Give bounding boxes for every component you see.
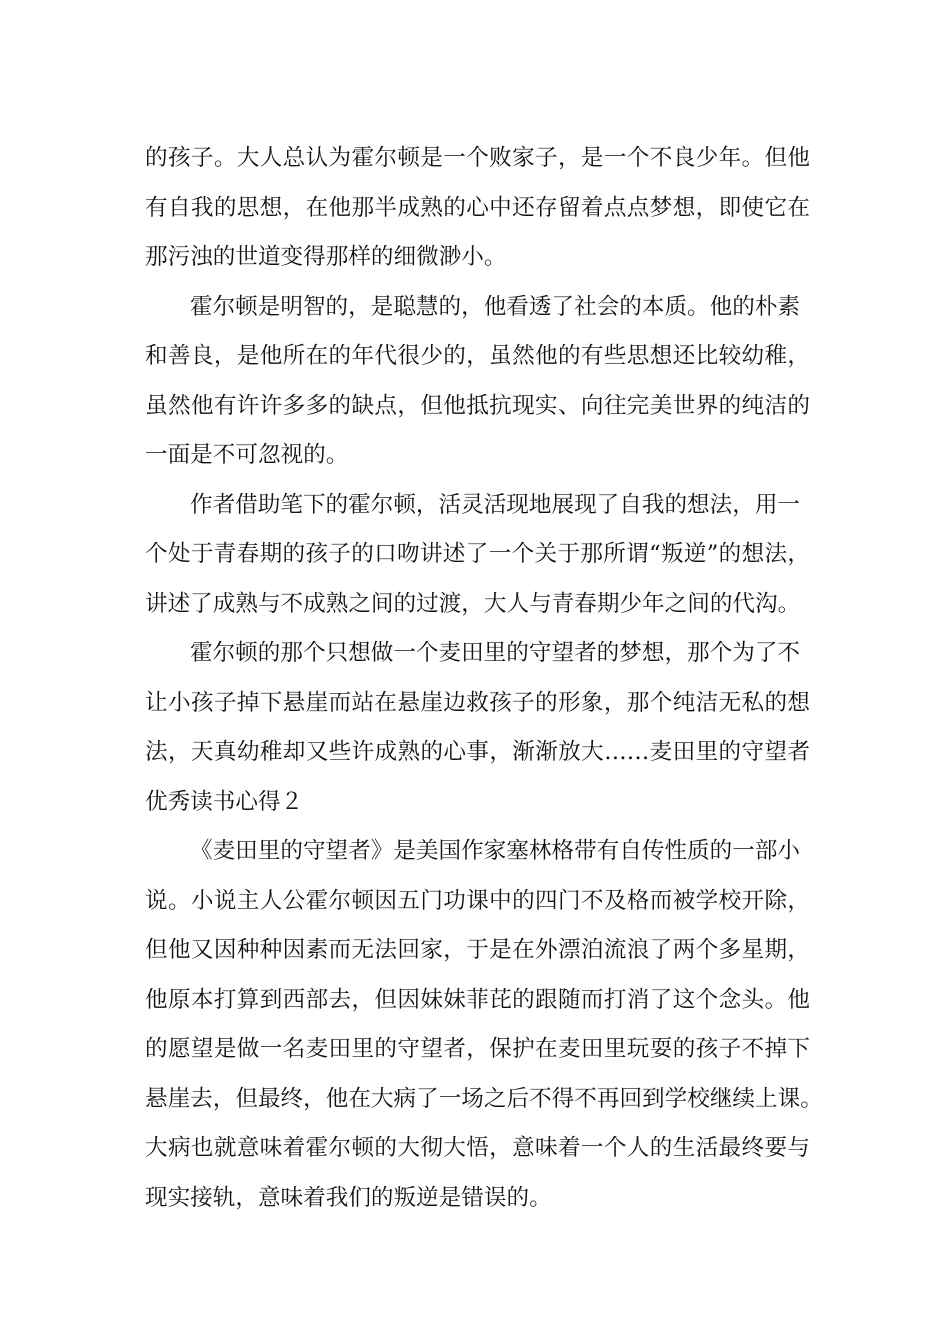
text-line: 霍尔顿是明智的，是聪慧的，他看透了社会的本质。他的朴素 bbox=[190, 293, 801, 320]
text-line: 和善良，是他所在的年代很少的，虽然他的有些思想还比较幼稚， bbox=[145, 343, 810, 369]
text-line: 的孩子。大人总认为霍尔顿是一个败家子，是一个不良少年。但他 bbox=[145, 145, 810, 171]
text-line: 说。小说主人公霍尔顿因五门功课中的四门不及格而被学校开除， bbox=[145, 887, 810, 914]
text-line: 法，天真幼稚却又些许成熟的心事，渐渐放大……麦田里的守望者 bbox=[145, 739, 810, 765]
text-line: 优秀读书心得２ bbox=[145, 788, 304, 815]
text-line: 大病也就意味着霍尔顿的大彻大悟，意味着一个人的生活最终要与 bbox=[145, 1135, 810, 1161]
text-line: 作者借助笔下的霍尔顿，活灵活现地展现了自我的想法，用一 bbox=[190, 491, 801, 518]
text-line: 一面是不可忽视的。 bbox=[145, 442, 349, 468]
text-line: 让小孩子掉下悬崖而站在悬崖边救孩子的形象，那个纯洁无私的想 bbox=[145, 689, 810, 716]
text-line: 有自我的思想，在他那半成熟的心中还存留着点点梦想，即使它在 bbox=[145, 194, 810, 221]
text-line: 讲述了成熟与不成熟之间的过渡，大人与青春期少年之间的代沟。 bbox=[145, 590, 801, 617]
text-line: 虽然他有许许多多的缺点，但他抵抗现实、向往完美世界的纯洁的 bbox=[145, 392, 810, 419]
paragraph bbox=[145, 481, 810, 630]
text-line: 个处于青春期的孩子的口吻讲述了一个关于那所谓“叛逆”的想法， bbox=[145, 541, 810, 567]
text-line: 现实接轨，意味着我们的叛逆是错误的。 bbox=[145, 1184, 552, 1211]
text-line: 那污浊的世道变得那样的细微渺小。 bbox=[145, 244, 507, 270]
text-line: 霍尔顿的那个只想做一个麦田里的守望者的梦想，那个为了不 bbox=[190, 640, 801, 666]
paragraph bbox=[145, 827, 823, 1223]
document-body bbox=[145, 134, 823, 1223]
text-line: 悬崖去，但最终，他在大病了一场之后不得不再回到学校继续上课。 bbox=[145, 1085, 823, 1112]
paragraph bbox=[145, 134, 810, 283]
text-line: 《麦田里的守望者》是美国作家塞林格带有自传性质的一部小 bbox=[190, 838, 801, 864]
text-line: 但他又因种种因素而无法回家，于是在外漂泊流浪了两个多星期， bbox=[145, 937, 810, 963]
text-line: 他原本打算到西部去，但因妹妹菲芘的跟随而打消了这个念头。他 bbox=[145, 986, 810, 1013]
paragraph bbox=[145, 283, 810, 481]
paragraph bbox=[145, 629, 810, 827]
text-line: 的愿望是做一名麦田里的守望者，保护在麦田里玩耍的孩子不掉下 bbox=[145, 1036, 810, 1062]
